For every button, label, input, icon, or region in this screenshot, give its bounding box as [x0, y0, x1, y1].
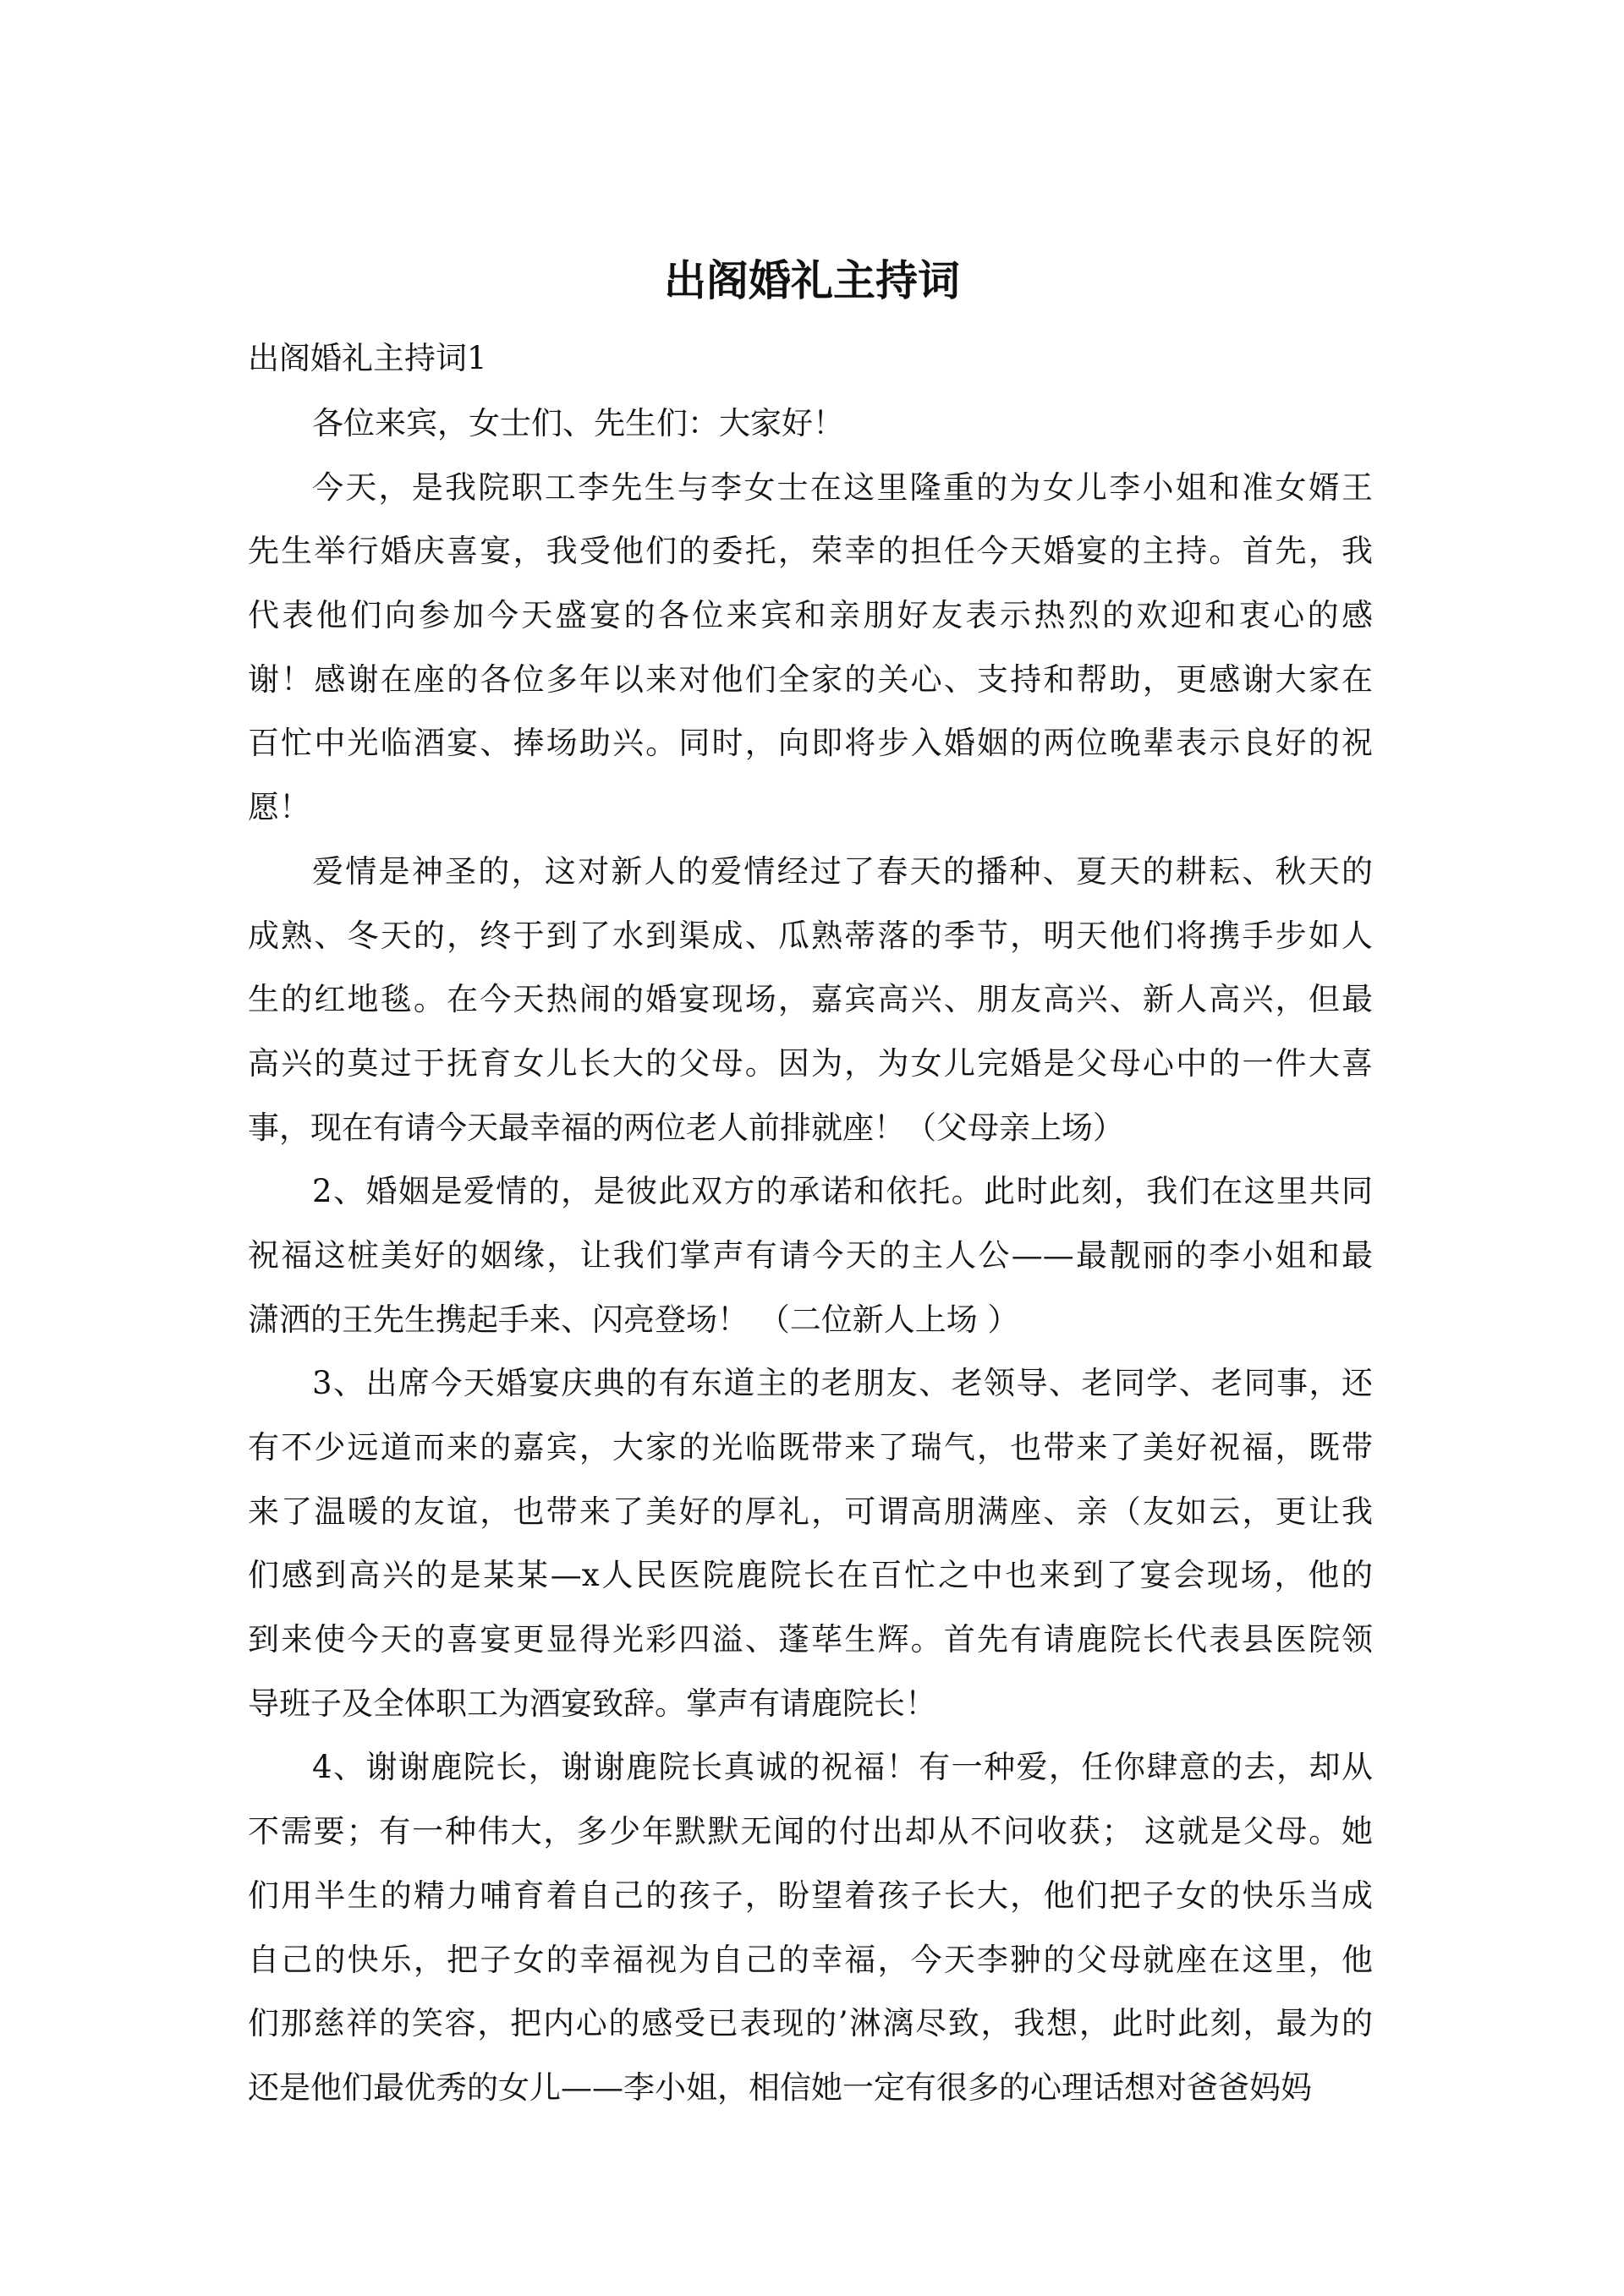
text-line: 愿！: [248, 789, 310, 826]
text-line: 们感到高兴的是某某—x人民医院鹿院长在百忙之中也来到了宴会现场，他的: [248, 1557, 1373, 1594]
paragraph: [248, 1351, 1373, 1735]
text-line: 4、谢谢鹿院长，谢谢鹿院长真诚的祝福！有一种爱，任你肆意的去，却从: [312, 1749, 1373, 1786]
text-line: 2、婚姻是爱情的，是彼此双方的承诺和依托。此时此刻，我们在这里共同: [312, 1173, 1373, 1210]
text-line: 们那慈祥的笑容，把内心的感受已表现的’淋漓尽致，我想，此时此刻，最为的: [248, 2005, 1373, 2042]
section-heading: 出阁婚礼主持词1: [248, 340, 487, 376]
paragraph: [248, 840, 1373, 1159]
text-line: 代表他们向参加今天盛宴的各位来宾和亲朋好友表示热烈的欢迎和衷心的感: [248, 597, 1373, 634]
paragraph: [248, 1159, 1373, 1351]
text-line: 百忙中光临酒宴、捧场助兴。同时，向即将步入婚姻的两位晚辈表示良好的祝: [248, 725, 1373, 762]
text-line: 先生举行婚庆喜宴，我受他们的委托，荣幸的担任今天婚宴的主持。首先，我: [248, 533, 1373, 570]
paragraph: [248, 456, 1373, 840]
text-line: 今天，是我院职工李先生与李女士在这里隆重的为女儿李小姐和准女婿王: [312, 469, 1373, 506]
text-line: 有不少远道而来的嘉宾，大家的光临既带来了瑞气，也带来了美好祝福，既带: [248, 1429, 1373, 1466]
text-line: 祝福这桩美好的姻缘，让我们掌声有请今天的主人公——最靓丽的李小姐和最: [248, 1236, 1373, 1274]
text-line: 潇洒的王先生携起手来、闪亮登场！ （二位新人上场 ）: [248, 1301, 1019, 1338]
text-line: 生的红地毯。在今天热闹的婚宴现场，嘉宾高兴、朋友高兴、新人高兴，但最: [248, 981, 1373, 1018]
text-line: 高兴的莫过于抚育女儿长大的父母。因为，为女儿完婚是父母心中的一件大喜: [248, 1044, 1373, 1082]
paragraph: [248, 392, 1373, 456]
document-body: [248, 392, 1373, 2120]
text-line: 3、出席今天婚宴庆典的有东道主的老朋友、老领导、老同学、老同事，还: [312, 1365, 1373, 1402]
text-line: 导班子及全体职工为酒宴致辞。掌声有请鹿院长！: [248, 1685, 936, 1722]
text-line: 谢！感谢在座的各位多年以来对他们全家的关心、支持和帮助，更感谢大家在: [248, 660, 1373, 698]
text-line: 自己的快乐，把子女的幸福视为自己的幸福，今天李翀的父母就座在这里，他: [248, 1941, 1373, 1978]
text-line: 事，现在有请今天最幸福的两位老人前排就座！（父母亲上场）: [248, 1109, 1124, 1146]
paragraph: [248, 1735, 1373, 2119]
text-line: 各位来宾，女士们、先生们：大家好！: [312, 405, 844, 441]
text-line: 成熟、冬天的，终于到了水到渠成、瓜熟蒂落的季节，明天他们将携手步如人: [248, 917, 1373, 954]
text-line: 爱情是神圣的，这对新人的爱情经过了春天的播种、夏天的耕耘、秋天的: [312, 852, 1373, 890]
text-line: 到来使今天的喜宴更显得光彩四溢、蓬荜生辉。首先有请鹿院长代表县医院领: [248, 1621, 1373, 1658]
text-line: 们用半生的精力哺育着自己的孩子，盼望着孩子长大，他们把子女的快乐当成: [248, 1877, 1373, 1914]
text-line: 不需要；有一种伟大，多少年默默无闻的付出却从不问收获； 这就是父母。她: [248, 1813, 1373, 1850]
document-title: 出阁婚礼主持词: [664, 256, 960, 305]
text-line: 还是他们最优秀的女儿——李小姐，相信她一定有很多的心理话想对爸爸妈妈: [248, 2069, 1312, 2106]
text-line: 来了温暖的友谊，也带来了美好的厚礼，可谓高朋满座、亲（友如云，更让我: [248, 1493, 1373, 1530]
